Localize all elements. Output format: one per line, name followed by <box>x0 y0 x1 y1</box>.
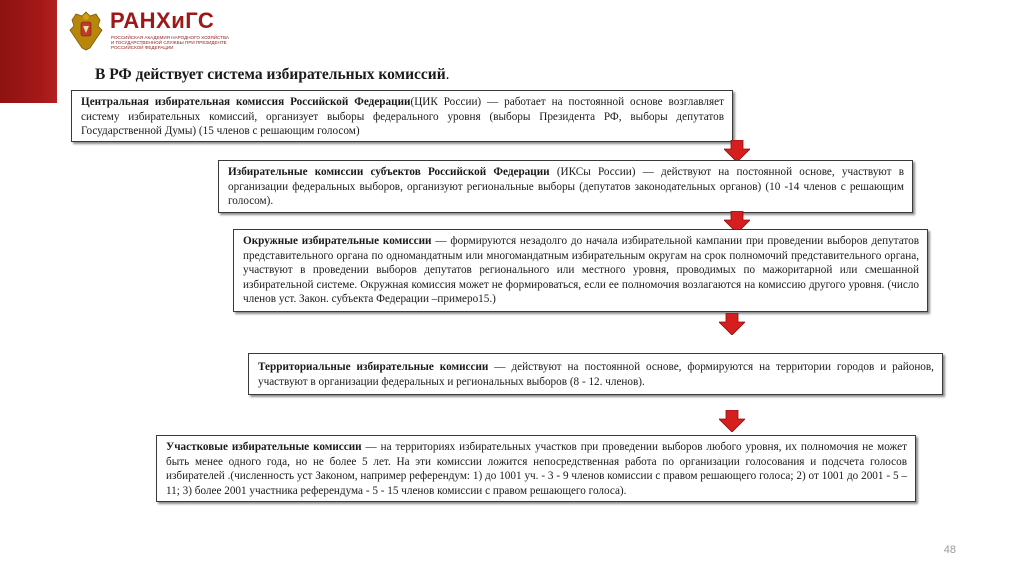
cec-title: Центральная избирательная комиссия Российской Федерации <box>81 96 411 108</box>
page-title-text: В РФ действует система избирательных комиссий <box>95 66 446 83</box>
brand-name: РАНХиГС <box>110 8 215 33</box>
territorial-commission-title: Территориальные избирательные комиссии <box>258 361 489 373</box>
page-title <box>95 66 450 84</box>
precinct-commission-box <box>156 435 916 502</box>
page-number: 48 <box>943 544 956 556</box>
regional-commission-box <box>218 160 913 213</box>
district-commission-box <box>233 229 928 312</box>
ranepa-logo <box>68 8 228 54</box>
decorative-red-bar <box>0 0 57 103</box>
regional-commission-title: Избирательные комиссии субъектов Российской Федерации <box>228 166 550 178</box>
precinct-commission-title: Участковые избирательные комиссии <box>166 441 362 453</box>
down-arrow-icon <box>719 410 745 432</box>
brand-subtitle: РОССИЙСКАЯ АКАДЕМИЯ НАРОДНОГО ХОЗЯЙСТВА И ГОСУДАРСТВЕННОЙ СЛУЖБЫ ПРИ ПРЕЗИДЕНТЕ РОССИЙСКОЙ ФЕДЕРАЦИИ <box>111 35 229 51</box>
cec-text: (ЦИК России) — работает на постоянной основе возглавляет систему избирательных комиссий, организует выборы федерального уровня (выборы Президента РФ, выборы депутатов Государственной Думы) (15 членов с решающим голосом) <box>81 96 725 137</box>
down-arrow-icon <box>719 313 745 335</box>
page-title-dot: . <box>445 66 450 83</box>
district-commission-title: Окружные избирательные комиссии <box>243 235 432 247</box>
territorial-commission-box <box>248 353 943 395</box>
district-commission-text: — формируются незадолго до начала избирательной кампании при проведении выборов депутатов представительного органа по одномандатным или многомандатным избирательным округам на срок полномочий представительного органа, участвуют в проведении выборов депутатов регионального или местного уровня, проводимых по мажоритарной или смешанной избирательной системе. Окружная комиссия может не формироваться, если ее полномочия возлагаются на комиссию другого уровня. (число членов уст. Закон. субъекта Федерации –примеро15.) <box>243 235 919 305</box>
territorial-commission-text: — действуют на постоянной основе, формируются на территории городов и районов, участвуют в организации федеральных и региональных выборов (8 - 12. членов). <box>258 361 934 388</box>
cec-box <box>71 90 733 142</box>
regional-commission-text: (ИКСы России) — действуют на постоянной основе, участвуют в организации федеральных выборов, организуют региональные выборы (депутатов законодательных органов) (10 -14 членов с решающим голосом). <box>228 166 905 207</box>
precinct-commission-text: — на территориях избирательных участков при проведении выборов любого уровня, их полномочия не может быть менее одного года, но не более 5 лет. На эти комиссии ложится непосредственная работа по организации голосования и подсчета голосов избирателей .(численность уст Законом, например референдум: 1) до 1001 уч. - 3 - 9 членов комиссии с правом решающего голоса; 2) от 1001 до 2001 - 5 – 11; 3) более 2001 участника референдума - 5 - 15 членов комиссии с правом решающего голоса). <box>166 441 907 497</box>
down-arrow-icon <box>724 140 750 162</box>
eagle-emblem-icon <box>68 8 104 52</box>
